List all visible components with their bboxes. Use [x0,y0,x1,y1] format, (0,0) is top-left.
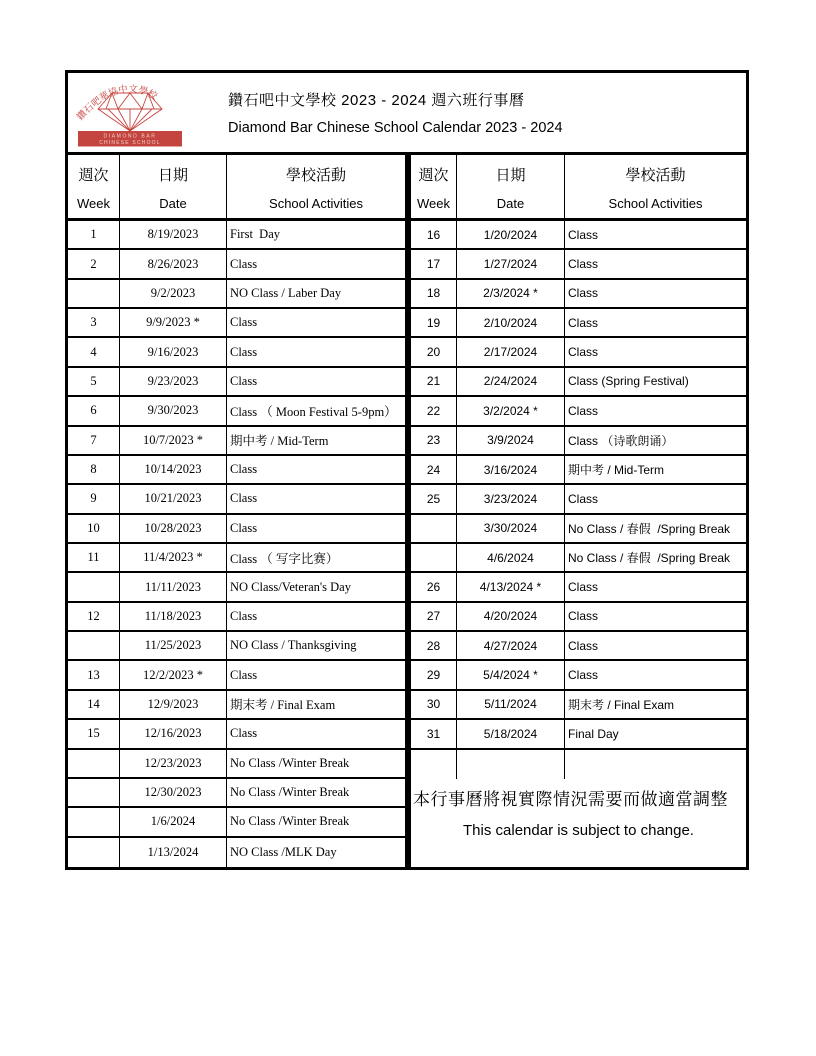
date-cell: 1/13/2024 [120,838,227,867]
column-header-date [457,155,565,221]
date-cell: 9/16/2023 [120,338,227,367]
date-cell: 3/16/2024 [457,456,565,485]
week-cell: 3 [68,309,120,338]
activity-cell: Class [227,309,405,338]
date-cell: 4/27/2024 [457,632,565,661]
week-cell: 16 [411,221,457,250]
activity-cell: No Class /Winter Break [227,808,405,837]
activity-cell: Class （ Moon Festival 5-9pm） [227,397,405,426]
column-header-week [68,155,120,221]
week-cell: 31 [411,720,457,749]
activity-cell: Class [227,250,405,279]
disclaimer-english: This calendar is subject to change. [463,821,694,839]
date-cell: 2/10/2024 [457,309,565,338]
logo-banner-line1: DIAMOND BAR [103,133,157,139]
week-cell: 12 [68,603,120,632]
activity-cell: First Day [227,221,405,250]
date-cell: 8/26/2023 [120,250,227,279]
logo-banner-line2: CHINESE SCHOOL [99,139,161,146]
week-cell: 22 [411,397,457,426]
activity-cell: Class [565,573,746,602]
week-cell: 30 [411,691,457,720]
date-cell: 12/30/2023 [120,779,227,808]
activity-cell: No Class / 春假 /Spring Break [565,544,746,573]
date-cell: 1/20/2024 [457,221,565,250]
date-cell: 10/14/2023 [120,456,227,485]
date-cell: 4/6/2024 [457,544,565,573]
week-cell: 23 [411,427,457,456]
page-title-english: Diamond Bar Chinese School Calendar 2023 - 2024 [228,120,563,136]
date-cell: 2/17/2024 [457,338,565,367]
week-header-en: Week [77,196,110,211]
week-cell [68,280,120,309]
activity-cell: Class (Spring Festival) [565,368,746,397]
week-cell: 15 [68,720,120,749]
logo-arc-text: 鑽石吧華協中文學校 [74,83,159,123]
calendar-tables [68,155,746,867]
date-cell: 9/2/2023 [120,280,227,309]
week-header-en: Week [417,196,450,211]
week-cell: 1 [68,221,120,250]
date-cell: 3/2/2024 * [457,397,565,426]
date-header-en: Date [496,196,525,211]
week-cell: 7 [68,427,120,456]
week-cell [411,544,457,573]
week-cell: 21 [411,368,457,397]
activity-cell: Class （ 写字比赛） [227,544,405,573]
date-header-zh: 日期 [495,167,526,184]
week-cell [68,750,120,779]
week-cell [411,515,457,544]
week-cell: 6 [68,397,120,426]
date-cell: 3/9/2024 [457,427,565,456]
week-cell: 28 [411,632,457,661]
page-title-chinese: 鑽石吧中文學校 2023 - 2024 週六班行事曆 [228,92,525,109]
activities-header-en: School Activities [608,196,703,211]
activity-cell: Class [227,456,405,485]
diamond-glyph [98,93,162,131]
activity-cell: 期中考 / Mid-Term [565,456,746,485]
column-header-week [411,155,457,221]
date-cell: 12/23/2023 [120,750,227,779]
week-cell: 5 [68,368,120,397]
week-cell: 27 [411,603,457,632]
week-cell: 24 [411,456,457,485]
activity-cell: 期中考 / Mid-Term [227,427,405,456]
activity-cell: Class [227,515,405,544]
date-cell: 11/25/2023 [120,632,227,661]
week-cell: 9 [68,485,120,514]
date-cell: 12/9/2023 [120,691,227,720]
activity-cell: No Class /Winter Break [227,779,405,808]
activity-cell: Class [227,603,405,632]
column-header-activities [565,155,746,221]
activities-header-zh: 學校活動 [285,167,346,184]
document-header [68,73,746,155]
date-cell: 5/4/2024 * [457,661,565,690]
week-cell: 2 [68,250,120,279]
date-cell: 5/18/2024 [457,720,565,749]
date-cell: 11/4/2023 * [120,544,227,573]
date-cell: 8/19/2023 [120,221,227,250]
date-header-en: Date [159,196,187,211]
week-cell [68,573,120,602]
week-cell: 25 [411,485,457,514]
week-header-zh: 週次 [418,167,449,184]
activity-cell: Class [565,250,746,279]
activity-cell: NO Class/Veteran's Day [227,573,405,602]
week-cell [68,808,120,837]
activity-cell: Final Day [565,720,746,749]
week-cell [411,750,457,779]
date-cell: 9/30/2023 [120,397,227,426]
date-cell: 4/13/2024 * [457,573,565,602]
week-cell: 10 [68,515,120,544]
activity-cell [565,750,746,779]
activity-cell: Class [227,338,405,367]
activity-cell: Class [565,280,746,309]
week-cell: 29 [411,661,457,690]
date-header-zh: 日期 [157,167,188,184]
activity-cell: Class [227,485,405,514]
activities-header-zh: 學校活動 [625,167,686,184]
title-block [228,89,563,136]
week-cell: 4 [68,338,120,367]
activity-cell: 期末考 / Final Exam [565,691,746,720]
activity-cell: Class [565,661,746,690]
date-cell: 3/30/2024 [457,515,565,544]
activity-cell: Class （诗歌朗诵） [565,427,746,456]
activity-cell: Class [565,338,746,367]
activity-cell: Class [565,485,746,514]
date-cell [457,750,565,779]
week-cell: 18 [411,280,457,309]
date-cell: 12/16/2023 [120,720,227,749]
date-cell: 10/28/2023 [120,515,227,544]
activity-cell: Class [227,661,405,690]
week-cell: 20 [411,338,457,367]
week-cell: 13 [68,661,120,690]
activity-cell: Class [565,309,746,338]
date-cell: 1/6/2024 [120,808,227,837]
activity-cell: NO Class / Thanksgiving [227,632,405,661]
date-cell: 1/27/2024 [457,250,565,279]
activity-cell: Class [565,221,746,250]
activity-cell: No Class / 春假 /Spring Break [565,515,746,544]
date-cell: 12/2/2023 * [120,661,227,690]
week-cell: 26 [411,573,457,602]
date-cell: 9/9/2023 * [120,309,227,338]
column-header-activities [227,155,405,221]
activity-cell: Class [227,720,405,749]
column-header-date [120,155,227,221]
date-cell: 2/24/2024 [457,368,565,397]
week-cell: 14 [68,691,120,720]
calendar-document [65,70,749,870]
week-cell [68,838,120,867]
week-cell: 19 [411,309,457,338]
activity-cell: Class [565,632,746,661]
date-cell: 2/3/2024 * [457,280,565,309]
week-cell: 8 [68,456,120,485]
date-cell: 4/20/2024 [457,603,565,632]
svg-text:鑽石吧華協中文學校 [74,82,160,122]
activity-cell: Class [227,368,405,397]
week-header-zh: 週次 [78,167,109,184]
activity-cell: NO Class / Laber Day [227,280,405,309]
date-cell: 10/21/2023 [120,485,227,514]
week-cell [68,779,120,808]
activity-cell: Class [565,397,746,426]
activities-header-en: School Activities [269,196,363,211]
activity-cell: NO Class /MLK Day [230,844,337,859]
date-cell: 11/11/2023 [120,573,227,602]
school-logo-icon [74,78,186,148]
date-cell: 3/23/2024 [457,485,565,514]
disclaimer-chinese: 本行事曆將視實際情況需要而做適當調整 [413,789,728,809]
disclaimer-note [411,779,746,867]
fall-semester-table [68,155,405,867]
date-cell: 9/23/2023 [120,368,227,397]
activity-cell: No Class /Winter Break [227,750,405,779]
spring-semester-table [405,155,746,867]
date-cell: 11/18/2023 [120,603,227,632]
date-cell: 5/11/2024 [457,691,565,720]
week-cell: 17 [411,250,457,279]
date-cell: 10/7/2023 * [120,427,227,456]
week-cell: 11 [68,544,120,573]
activity-cell: Class [565,603,746,632]
activity-cell: 期末考 / Final Exam [227,691,405,720]
week-cell [68,632,120,661]
